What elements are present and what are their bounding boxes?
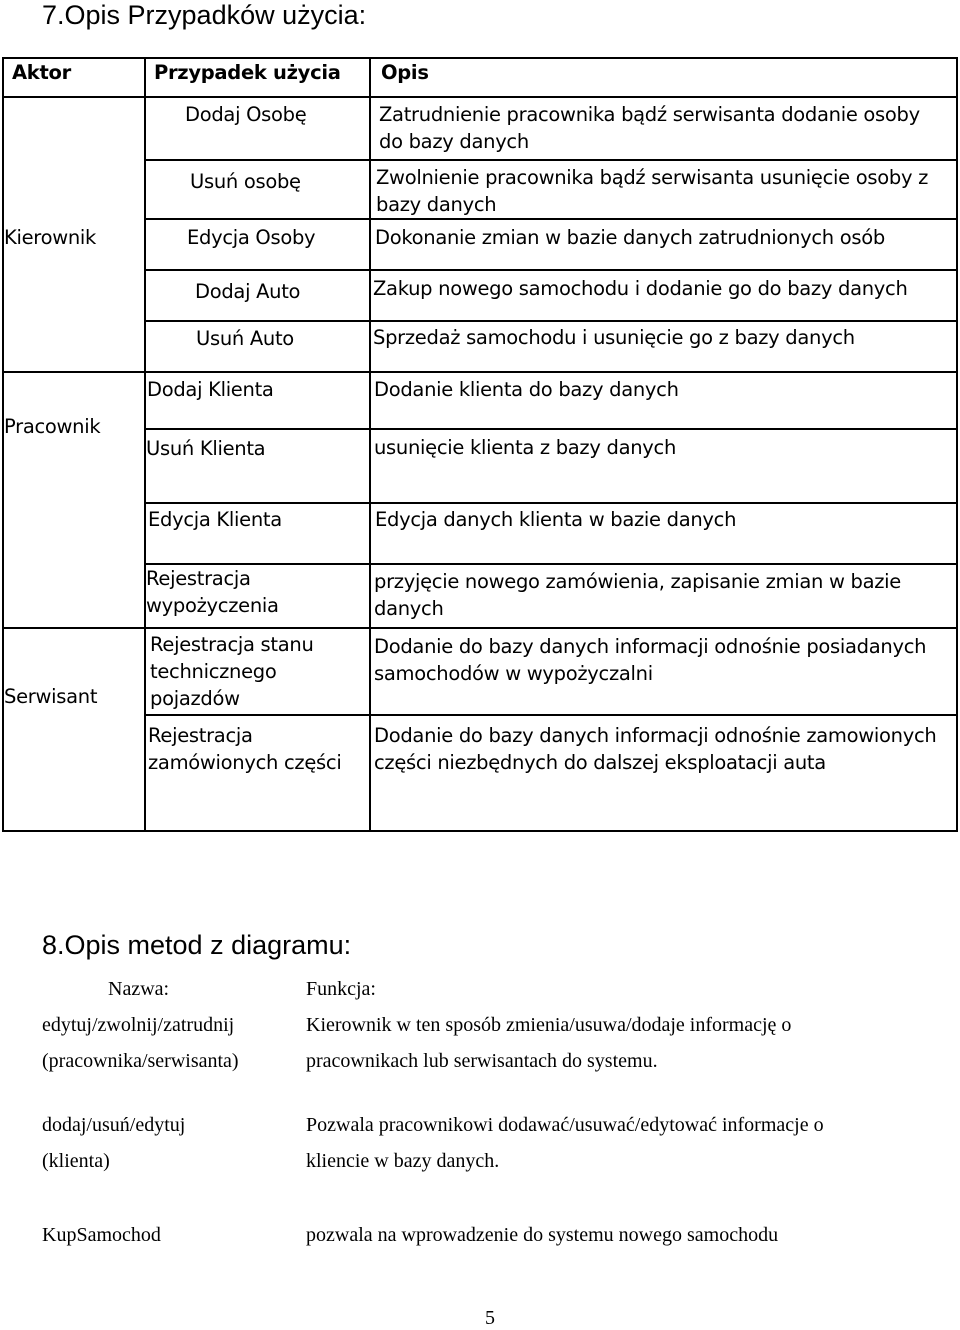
column-header-description: Opis [381, 61, 429, 84]
use-case-name: Usuń Auto [196, 327, 294, 350]
use-case-name: zamówionych części [148, 751, 342, 774]
column-header-name: Nazwa: [108, 978, 170, 1000]
section-8-heading: 8.Opis metod z diagramu: [42, 930, 352, 960]
use-case-name: Rejestracja [148, 724, 253, 747]
use-case-description: usunięcie klienta z bazy danych [374, 436, 677, 459]
use-case-description: Dodanie do bazy danych informacji odnośnie zamowionych [374, 724, 937, 747]
use-case-name: Rejestracja stanu [150, 633, 314, 656]
column-header-use-case: Przypadek użycia [154, 61, 341, 84]
method-name: edytuj/zwolnij/zatrudnij [42, 1014, 235, 1036]
use-case-name: Dodaj Auto [195, 280, 301, 303]
use-case-description: Zwolnienie pracownika bądź serwisanta usunięcie osoby z [376, 166, 929, 189]
actor-pracownik: Pracownik [4, 415, 101, 438]
use-case-name: Usuń Klienta [146, 437, 266, 460]
row-divider [144, 320, 958, 322]
section-7-heading: 7.Opis Przypadków użycia: [42, 0, 367, 30]
row-divider [144, 563, 958, 565]
use-case-name: Dodaj Klienta [147, 378, 274, 401]
use-case-description: Sprzedaż samochodu i usunięcie go z bazy danych [373, 326, 855, 349]
method-name: KupSamochod [42, 1224, 161, 1246]
column-header-function: Funkcja: [306, 978, 376, 1000]
use-case-description: samochodów w wypożyczalni [374, 662, 653, 685]
page-number: 5 [485, 1307, 495, 1329]
actor-serwisant: Serwisant [4, 685, 98, 708]
use-case-description: bazy danych [376, 193, 497, 216]
use-case-description: Zakup nowego samochodu i dodanie go do bazy danych [373, 277, 908, 300]
header-divider [2, 96, 958, 98]
row-divider [144, 714, 958, 716]
actor-kierownik: Kierownik [4, 226, 97, 249]
method-function: pozwala na wprowadzenie do systemu nowego samochodu [306, 1224, 779, 1246]
row-divider [144, 218, 958, 220]
use-case-description: Dodanie klienta do bazy danych [374, 378, 679, 401]
use-case-name: Usuń osobę [190, 170, 301, 193]
group-divider [2, 371, 958, 373]
row-divider [144, 502, 958, 504]
use-case-description: do bazy danych [379, 130, 529, 153]
use-case-description: części niezbędnych do dalszej eksploatacji auta [374, 751, 826, 774]
use-case-description: danych [374, 597, 444, 620]
use-case-name: pojazdów [150, 687, 240, 710]
row-divider [144, 159, 958, 161]
method-name: (pracownika/serwisanta) [42, 1050, 239, 1072]
use-case-name: Edycja Osoby [187, 226, 316, 249]
method-name: dodaj/usuń/edytuj [42, 1114, 186, 1136]
use-case-description: Dodanie do bazy danych informacji odnośnie posiadanych [374, 635, 927, 658]
row-divider [144, 428, 958, 430]
use-case-description: Dokonanie zmian w bazie danych zatrudnionych osób [375, 226, 885, 249]
method-function: Kierownik w ten sposób zmienia/usuwa/dodaje informację o [306, 1014, 792, 1036]
use-case-name: wypożyczenia [146, 594, 279, 617]
method-function: pracownikach lub serwisantach do systemu. [306, 1050, 658, 1072]
use-case-name: Rejestracja [146, 567, 251, 590]
use-case-name: Dodaj Osobę [185, 103, 307, 126]
group-divider [2, 627, 958, 629]
use-case-name: technicznego [150, 660, 277, 683]
row-divider [144, 269, 958, 271]
method-function: kliencie w bazy danych. [306, 1150, 500, 1172]
use-case-description: Zatrudnienie pracownika bądź serwisanta dodanie osoby [379, 103, 920, 126]
column-header-actor: Aktor [12, 61, 71, 84]
use-case-name: Edycja Klienta [148, 508, 282, 531]
method-function: Pozwala pracownikowi dodawać/usuwać/edytować informacje o [306, 1114, 824, 1136]
use-case-description: przyjęcie nowego zamówienia, zapisanie zmian w bazie [374, 570, 902, 593]
use-case-description: Edycja danych klienta w bazie danych [375, 508, 737, 531]
method-name: (klienta) [42, 1150, 110, 1172]
